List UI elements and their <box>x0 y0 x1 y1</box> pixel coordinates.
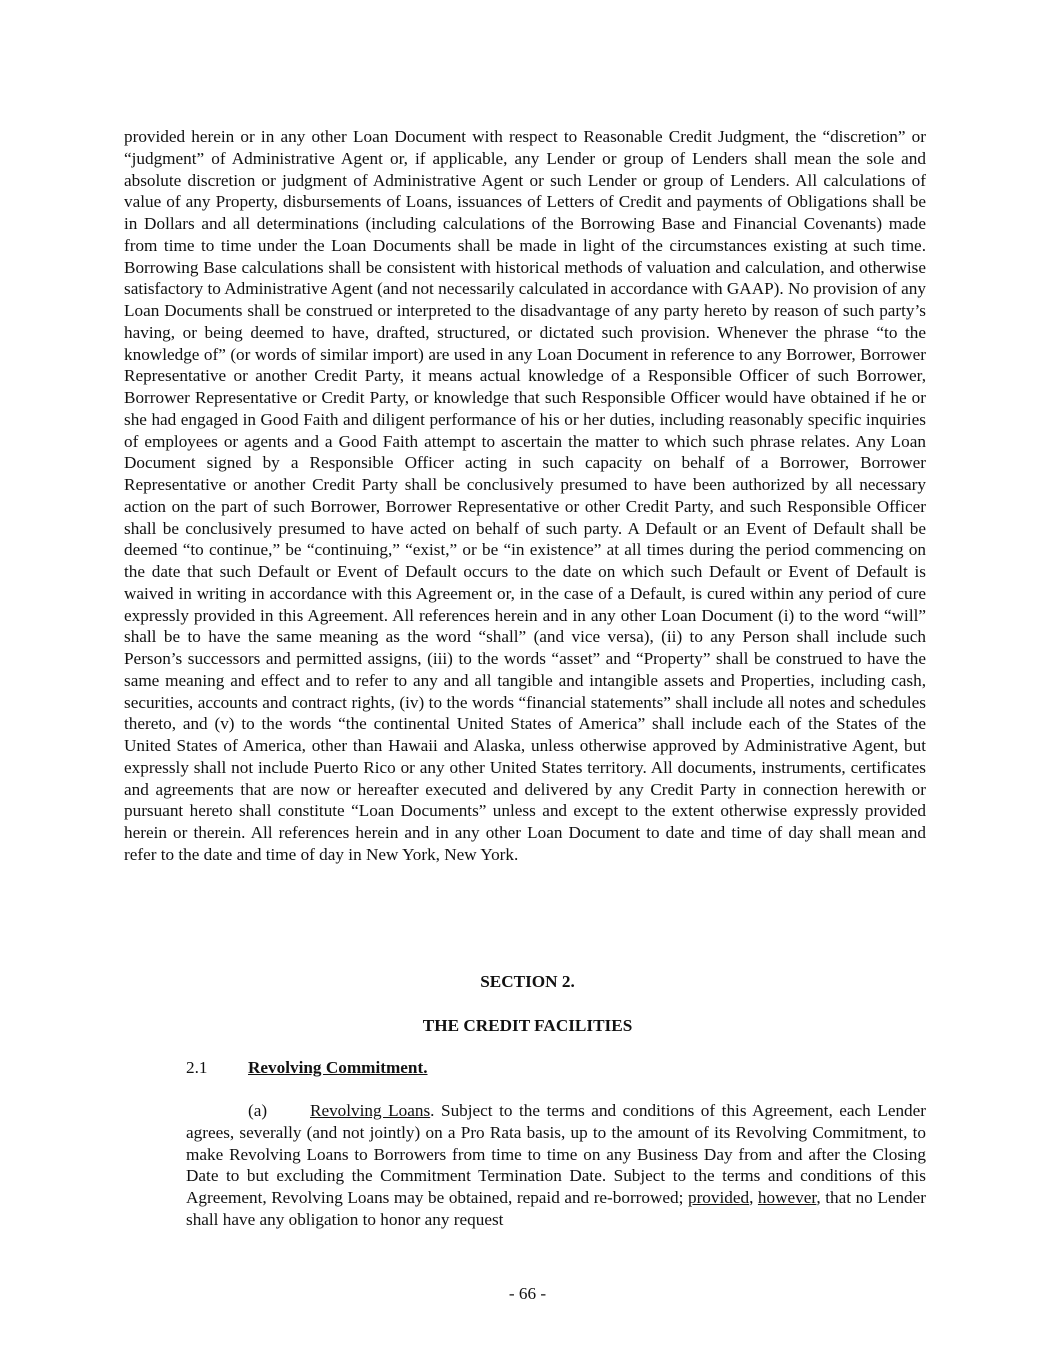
paragraph-a-text-1: . Subject to the terms and conditions of this Agreement, each Lender agrees, severally (and not jointly) on a Pro Rata basis, up to the amount of its Revolving Commitment, to make Revolving Loans to Borrowers from time to time on any Business Day from and after the Closing Date to but excluding the Commitment Termination Date. Subject to the terms and conditions of this Agreement, Revolving Loans may be obtained, repaid and re-borrowed; <box>186 1101 926 1207</box>
paragraph-a-heading: Revolving Loans <box>310 1101 431 1120</box>
paragraph-a <box>186 1100 926 1231</box>
paragraph-a-label: (a) <box>248 1101 268 1120</box>
subsection-number: 2.1 <box>186 1058 208 1077</box>
section-title: THE CREDIT FACILITIES <box>422 1016 633 1035</box>
section-heading: SECTION 2. <box>480 972 575 991</box>
however-term: however <box>757 1188 817 1207</box>
comma-separator: , <box>749 1188 758 1207</box>
paragraph-a-text-2: , that no Lender shall have any obligation to honor any request <box>186 1188 926 1229</box>
page-number: - 66 - <box>508 1284 547 1303</box>
body-paragraph: provided herein or in any other Loan Document with respect to Reasonable Credit Judgment, the “discretion” or “judgment” of Administrative Agent or, if applicable, any Lender or group of Lenders shall mean the sole and absolute discretion or judgment of Administrative Agent or such Lender or group of Lenders. All calculations of value of any Property, disbursements of Loans, issuances of Letters of Credit and payments of Obligations shall be in Dollars and all determinations (including calculations of the Borrowing Base and Financial Covenants) made from time to time under the Loan Documents shall be made in light of the circumstances existing at such time. Borrowing Base calculations shall be consistent with historical methods of valuation and calculation, and otherwise satisfactory to Administrative Agent (and not necessarily calculated in accordance with GAAP). No provision of any Loan Documents shall be construed or interpreted to the disadvantage of any party hereto by reason of such party’s having, or being deemed to have, drafted, structured, or dictated such provision. Whenever the phrase “to the knowledge of” (or words of similar import) are used in any Loan Document in reference to any Borrower, Borrower Representative or another Credit Party, it means actual knowledge of a Responsible Officer of such Borrower, Borrower Representative or Credit Party, or knowledge that such Responsible Officer would have obtained if he or she had engaged in Good Faith and diligent performance of his or her duties, including reasonably specific inquiries of employees or agents and a Good Faith attempt to ascertain the matter to which such phrase relates. Any Loan Document signed by a Responsible Officer acting in such capacity on behalf of a Borrower, Borrower Representative or another Credit Party shall be conclusively presumed to have been authorized by all necessary action on the part of such Borrower, Borrower Representative or other Credit Party, and such Responsible Officer shall be conclusively presumed to have acted on behalf of such party. A Default or an Event of Default shall be deemed “to continue,” be “continuing,” “exist,” or be “in existence” at all times during the period commencing on the date that such Default or Event of Default occurs to the date on which such Default or Event of Default is waived in writing in accordance with this Agreement or, in the case of a Default, is cured within any period of cure expressly provided in this Agreement. All references herein and in any other Loan Document (i) to the word “will” shall be to have the same meaning as the word “shall” (and vice versa), (ii) to any Person shall include such Person’s successors and permitted assigns, (iii) to the words “asset” and “Property” shall be construed to have the same meaning and effect and to refer to any and all tangible and intangible assets and Properties, including cash, securities, accounts and contract rights, (iv) to the words “financial statements” shall include all notes and schedules thereto, and (v) to the words “the continental United States of America” shall include each of the States of the United States of America, other than Hawaii and Alaska, unless otherwise approved by Administrative Agent, but expressly shall not include Puerto Rico or any other United States territory. All documents, instruments, certificates and agreements that are now or hereafter executed and delivered by any Credit Party in connection herewith or pursuant hereto shall constitute “Loan Documents” unless and except to the extent otherwise expressly provided herein or therein. All references herein and in any other Loan Document to date and time of day shall mean and refer to the date and time of day in New York, New York. <box>124 127 926 864</box>
subsection-title: Revolving Commitment. <box>248 1058 428 1077</box>
subsection-heading <box>186 1057 428 1079</box>
provided-term: provided <box>687 1188 750 1207</box>
